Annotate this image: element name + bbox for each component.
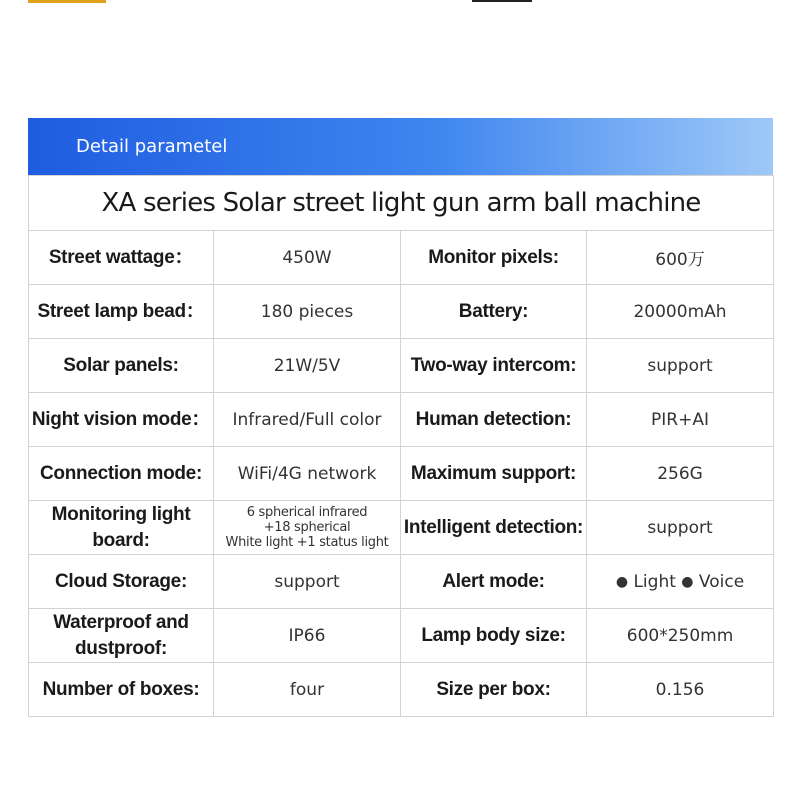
- param-value: 600万: [587, 231, 774, 285]
- param-label: Cloud Storage:: [29, 555, 214, 609]
- param-label: [29, 609, 214, 663]
- param-value: support: [587, 339, 774, 393]
- param-label: Alert mode:: [401, 555, 587, 609]
- param-label: Maximum support:: [401, 447, 587, 501]
- param-label: Lamp body size:: [401, 609, 587, 663]
- table-row: [29, 609, 774, 663]
- param-value: [214, 501, 401, 555]
- alert-option: Light: [633, 571, 676, 592]
- param-value: 450W: [214, 231, 401, 285]
- param-value-line: White light +1 status light: [225, 535, 389, 550]
- parameter-table-panel: [28, 118, 773, 717]
- table-row: [29, 501, 774, 555]
- param-value: four: [214, 663, 401, 717]
- param-value: 0.156: [587, 663, 774, 717]
- parameter-table: [28, 175, 774, 717]
- param-label: Solar panels:: [29, 339, 214, 393]
- top-decoration-line: [472, 0, 532, 2]
- param-label: Street lamp bead：: [29, 285, 214, 339]
- param-label: Two-way intercom:: [401, 339, 587, 393]
- param-value: WiFi/4G network: [214, 447, 401, 501]
- param-label: Connection mode:: [29, 447, 214, 501]
- table-row: [29, 285, 774, 339]
- bullet-icon: ●: [681, 573, 694, 590]
- param-label-line: Waterproof and: [53, 611, 189, 633]
- param-label-line: dustproof:: [75, 637, 167, 659]
- table-row: [29, 663, 774, 717]
- param-value-line: 6 spherical infrared: [246, 505, 368, 520]
- param-value: support: [214, 555, 401, 609]
- section-header-title: Detail parametel: [76, 136, 228, 157]
- param-label: Intelligent detection:: [401, 501, 587, 555]
- table-row: [29, 393, 774, 447]
- param-value: IP66: [214, 609, 401, 663]
- param-label: Size per box:: [401, 663, 587, 717]
- param-label: Street wattage：: [29, 231, 214, 285]
- table-row: [29, 555, 774, 609]
- param-label-line: Monitoring light: [51, 503, 191, 525]
- top-decoration: [28, 0, 106, 3]
- param-label: Human detection:: [401, 393, 587, 447]
- param-value: support: [587, 501, 774, 555]
- alert-option: Voice: [698, 571, 745, 592]
- param-value: 600*250mm: [587, 609, 774, 663]
- param-value: 20000mAh: [587, 285, 774, 339]
- param-label-line: board:: [92, 529, 150, 551]
- product-title: XA series Solar street light gun arm ball machine: [29, 176, 774, 231]
- param-value: 21W/5V: [214, 339, 401, 393]
- param-value: PIR+AI: [587, 393, 774, 447]
- param-label: Number of boxes:: [29, 663, 214, 717]
- param-value: [587, 555, 774, 609]
- product-title-row: [29, 176, 774, 231]
- table-row: [29, 339, 774, 393]
- param-value: 180 pieces: [214, 285, 401, 339]
- param-label: Monitor pixels:: [401, 231, 587, 285]
- param-label: [29, 501, 214, 555]
- param-label: Battery:: [401, 285, 587, 339]
- param-value: 256G: [587, 447, 774, 501]
- param-value: Infrared/Full color: [214, 393, 401, 447]
- bullet-icon: ●: [615, 573, 629, 590]
- param-value-line: +18 spherical: [263, 520, 351, 535]
- param-label: Night vision mode：: [29, 393, 214, 447]
- section-header: [28, 118, 773, 175]
- table-row: [29, 231, 774, 285]
- table-row: [29, 447, 774, 501]
